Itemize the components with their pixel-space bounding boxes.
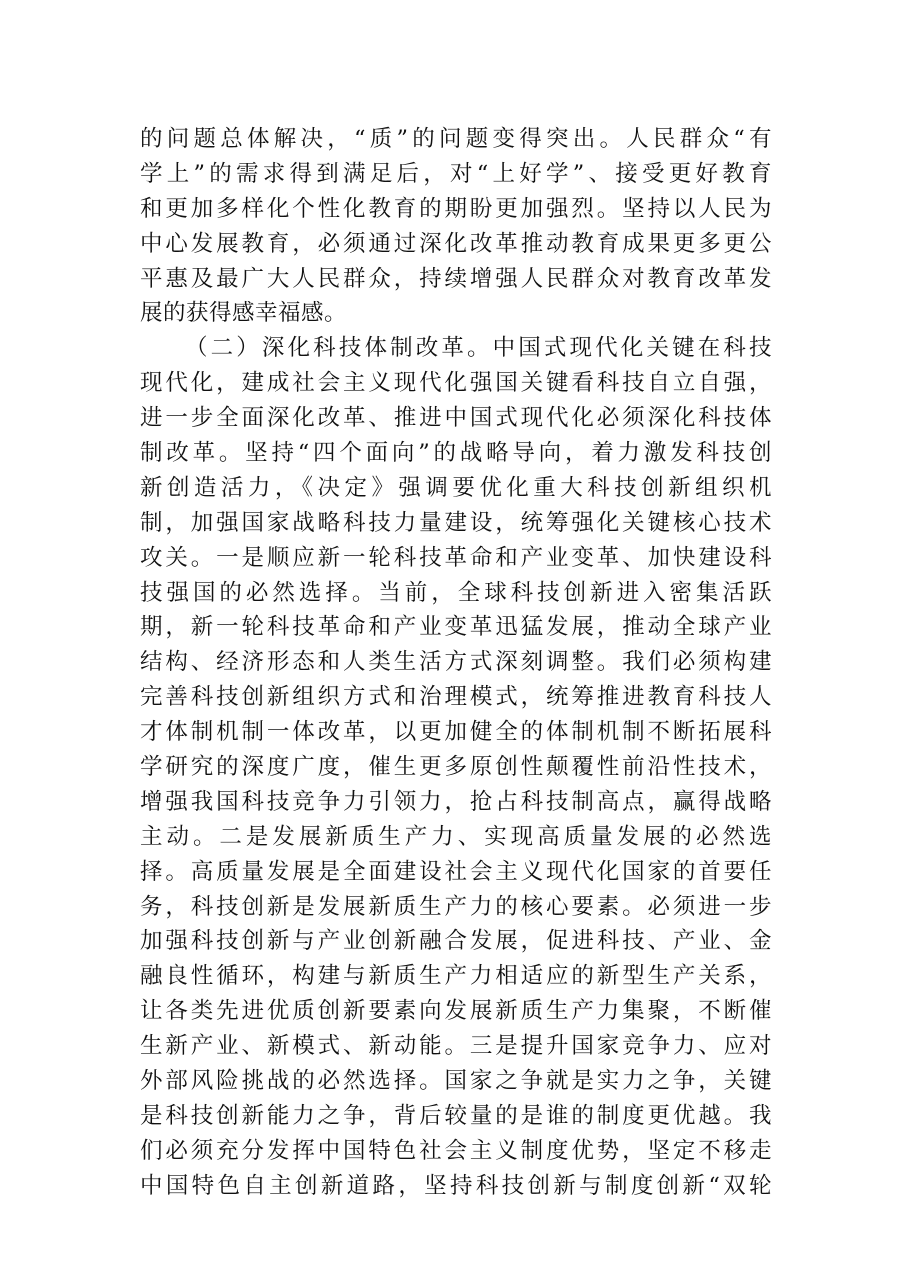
text-line: （二）深化科技体制改革。中国式现代化关键在科技 xyxy=(185,335,772,362)
text-line: 制改革。坚持“四个面向”的战略导向，着力激发科技创 xyxy=(140,440,772,467)
text-line: 和更加多样化个性化教育的期盼更加强烈。坚持以人民为 xyxy=(140,195,772,222)
text-line: 是科技创新能力之争，背后较量的是谁的制度更优越。我 xyxy=(140,1102,772,1129)
text-line: 攻关。一是顺应新一轮科技革命和产业变革、加快建设科 xyxy=(140,544,772,571)
text-line: 进一步全面深化改革、推进中国式现代化必须深化科技体 xyxy=(140,405,772,432)
text-line: 学上”的需求得到满足后，对“上好学”、接受更好教育 xyxy=(140,160,772,187)
text-line: 主动。二是发展新质生产力、实现高质量发展的必然选 xyxy=(140,823,772,850)
text-line: 增强我国科技竞争力引领力，抢占科技制高点，赢得战略 xyxy=(140,788,772,815)
text-line: 期，新一轮科技革命和产业变革迅猛发展，推动全球产业 xyxy=(140,614,772,641)
text-line: 外部风险挑战的必然选择。国家之争就是实力之争，关键 xyxy=(140,1068,772,1095)
text-line: 让各类先进优质创新要素向发展新质生产力集聚，不断催 xyxy=(140,998,772,1025)
text-line: 平惠及最广大人民群众，持续增强人民群众对教育改革发 xyxy=(140,265,772,292)
text-line: 展的获得感幸福感。 xyxy=(140,300,348,327)
text-line: 技强国的必然选择。当前，全球科技创新进入密集活跃 xyxy=(140,579,772,606)
text-line: 完善科技创新组织方式和治理模式，统筹推进教育科技人 xyxy=(140,684,772,711)
text-line: 现代化，建成社会主义现代化强国关键看科技自立自强， xyxy=(140,370,772,397)
text-line: 中国特色自主创新道路，坚持科技创新与制度创新“双轮 xyxy=(140,1172,772,1199)
text-line: 新创造活力，《决定》强调要优化重大科技创新组织机 xyxy=(140,474,772,501)
text-line: 择。高质量发展是全面建设社会主义现代化国家的首要任 xyxy=(140,858,772,885)
paragraph xyxy=(140,331,772,1203)
text-line: 们必须充分发挥中国特色社会主义制度优势，坚定不移走 xyxy=(140,1137,772,1164)
text-line: 的问题总体解决，“质”的问题变得突出。人民群众“有 xyxy=(140,126,772,152)
text-line: 融良性循环，构建与新质生产力相适应的新型生产关系， xyxy=(140,963,772,990)
text-line: 加强科技创新与产业创新融合发展，促进科技、产业、金 xyxy=(140,928,772,955)
text-line: 才体制机制一体改革，以更加健全的体制机制不断拓展科 xyxy=(140,719,772,746)
text-line: 制，加强国家战略科技力量建设，统筹强化关键核心技术 xyxy=(140,509,772,536)
body-text xyxy=(140,122,772,1204)
text-line: 生新产业、新模式、新动能。三是提升国家竞争力、应对 xyxy=(140,1033,772,1060)
text-line: 务，科技创新是发展新质生产力的核心要素。必须进一步 xyxy=(140,893,772,920)
text-line: 学研究的深度广度，催生更多原创性颠覆性前沿性技术， xyxy=(140,754,772,781)
text-line: 结构、经济形态和人类生活方式深刻调整。我们必须构建 xyxy=(140,649,772,676)
paragraph xyxy=(140,122,772,331)
text-line: 中心发展教育，必须通过深化改革推动教育成果更多更公 xyxy=(140,230,772,257)
